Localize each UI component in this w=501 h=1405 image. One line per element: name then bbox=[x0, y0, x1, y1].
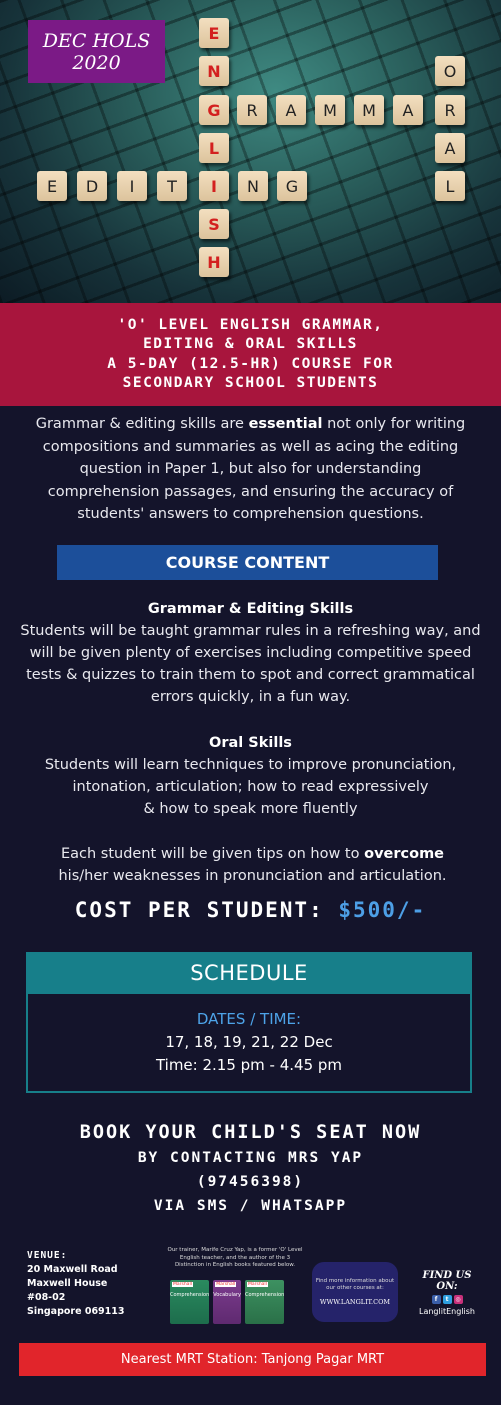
tag-line1: DEC HOLS bbox=[42, 29, 151, 52]
tile: M bbox=[354, 95, 384, 125]
venue-line: Maxwell House bbox=[27, 1278, 108, 1289]
tile: A bbox=[276, 95, 306, 125]
tile: N bbox=[238, 171, 268, 201]
book-publisher: Marshall bbox=[247, 1282, 267, 1287]
book-cover bbox=[170, 1280, 209, 1324]
grammar-title: Grammar & Editing Skills bbox=[147, 601, 354, 617]
tips-emphasis: overcome bbox=[364, 846, 445, 862]
tile: G bbox=[277, 171, 307, 201]
website-badge[interactable] bbox=[312, 1262, 398, 1322]
social-handle: LanglitEnglish bbox=[419, 1307, 475, 1316]
grammar-text: Students will be taught grammar rules in a refreshing way, and will be given plenty of exercises including competitive speed tests & quizzes to train them to spot and correct grammatical errors quickly, in a fun way. bbox=[20, 623, 481, 705]
book-cover bbox=[213, 1280, 241, 1324]
time-value: Time: 2.15 pm - 4.45 pm bbox=[155, 1056, 343, 1074]
tile: A bbox=[435, 133, 465, 163]
schedule-box bbox=[26, 994, 472, 1093]
hero-banner bbox=[0, 0, 501, 303]
twitter-icon[interactable]: t bbox=[443, 1295, 452, 1304]
course-content-header bbox=[57, 545, 438, 580]
dates-label: DATES / TIME: bbox=[196, 1010, 302, 1028]
oral-line: intonation, articulation; how to read expressively bbox=[72, 779, 429, 795]
venue-line: 20 Maxwell Road bbox=[27, 1264, 118, 1275]
instagram-icon[interactable]: ◎ bbox=[455, 1296, 461, 1303]
intro-paragraph: Grammar & editing skills are essential not only for writing compositions and summaries as well as acing the editing question in Paper 1, but also for understanding comprehension passages, and ensuring the accuracy of students' answers to comprehension questions. bbox=[35, 416, 466, 522]
course-title-band bbox=[0, 303, 501, 406]
venue-line: Singapore 069113 bbox=[27, 1306, 125, 1317]
oral-section bbox=[14, 732, 487, 820]
tile: S bbox=[199, 209, 229, 239]
tile: A bbox=[393, 95, 423, 125]
book-publisher: Marshall bbox=[173, 1282, 192, 1287]
grammar-section bbox=[14, 598, 487, 708]
tile: I bbox=[117, 171, 147, 201]
booking-section bbox=[0, 1120, 501, 1218]
cost-label: COST PER STUDENT: bbox=[74, 898, 339, 922]
mrt-text: Nearest MRT Station: Tanjong Pagar MRT bbox=[120, 1352, 385, 1367]
tile: H bbox=[199, 247, 229, 277]
facebook-icon[interactable]: f bbox=[432, 1295, 441, 1304]
tile: L bbox=[435, 171, 465, 201]
tile: D bbox=[77, 171, 107, 201]
band-line: EDITING & ORAL SKILLS bbox=[143, 336, 358, 352]
book-publisher: Marshall bbox=[216, 1282, 236, 1287]
tile: E bbox=[199, 18, 229, 48]
cost-price: $500/- bbox=[338, 898, 427, 922]
book-cover bbox=[245, 1280, 284, 1324]
trainer-note: Our trainer, Marife Cruz Yap, is a former 'O' Level English teacher, and the author of the 3 Distinction in English books featured below. bbox=[167, 1247, 303, 1268]
tile: E bbox=[37, 171, 67, 201]
cost-line bbox=[0, 898, 501, 922]
tile: G bbox=[199, 95, 229, 125]
booking-headline: BOOK YOUR CHILD'S SEAT NOW bbox=[79, 1122, 422, 1143]
tag-line2: 2020 bbox=[72, 51, 121, 74]
tile: M bbox=[315, 95, 345, 125]
book-title: Vocabulary bbox=[213, 1292, 241, 1298]
oral-line: Students will learn techniques to improve pronunciation, bbox=[44, 757, 457, 773]
intro-emphasis: essential bbox=[248, 416, 323, 432]
dec-hols-tag bbox=[28, 20, 165, 83]
website-url[interactable]: WWW.LANGLIT.COM bbox=[319, 1297, 391, 1306]
band-line: A 5-DAY (12.5-HR) COURSE FOR bbox=[107, 355, 394, 372]
schedule-header bbox=[26, 952, 472, 994]
social-title: FIND US ON: bbox=[422, 1270, 472, 1292]
tile: I bbox=[199, 171, 229, 201]
tile: O bbox=[435, 56, 465, 86]
band-line: 'O' LEVEL ENGLISH GRAMMAR, bbox=[117, 316, 384, 333]
tips-text: Each student will be given tips on how to overcome his/her weaknesses in pronunciation and articulation. bbox=[58, 846, 447, 884]
tile: R bbox=[237, 95, 267, 125]
booking-line: VIA SMS / WHATSAPP bbox=[153, 1198, 348, 1214]
venue-line: #08-02 bbox=[27, 1292, 66, 1303]
booking-line: BY CONTACTING MRS YAP bbox=[137, 1150, 364, 1166]
mrt-bar bbox=[19, 1343, 486, 1376]
schedule-title: SCHEDULE bbox=[190, 961, 308, 985]
dates-value: 17, 18, 19, 21, 22 Dec bbox=[165, 1033, 333, 1051]
book-covers bbox=[170, 1280, 285, 1324]
social-block bbox=[412, 1270, 482, 1316]
course-content-title: COURSE CONTENT bbox=[165, 553, 330, 572]
tile: T bbox=[157, 171, 187, 201]
band-line: SECONDARY SCHOOL STUDENTS bbox=[122, 375, 379, 391]
website-text: Find more information about our other courses at: bbox=[315, 1277, 395, 1292]
venue-block bbox=[27, 1249, 157, 1319]
tile: N bbox=[199, 56, 229, 86]
booking-phone: (97456398) bbox=[196, 1174, 305, 1190]
oral-line: & how to speak more fluently bbox=[143, 801, 358, 817]
tile: R bbox=[435, 95, 465, 125]
venue-title: VENUE: bbox=[27, 1250, 68, 1261]
book-title: Comprehension bbox=[170, 1292, 210, 1298]
tile: L bbox=[199, 133, 229, 163]
book-title: Comprehension bbox=[244, 1292, 285, 1298]
oral-title: Oral Skills bbox=[209, 735, 292, 751]
